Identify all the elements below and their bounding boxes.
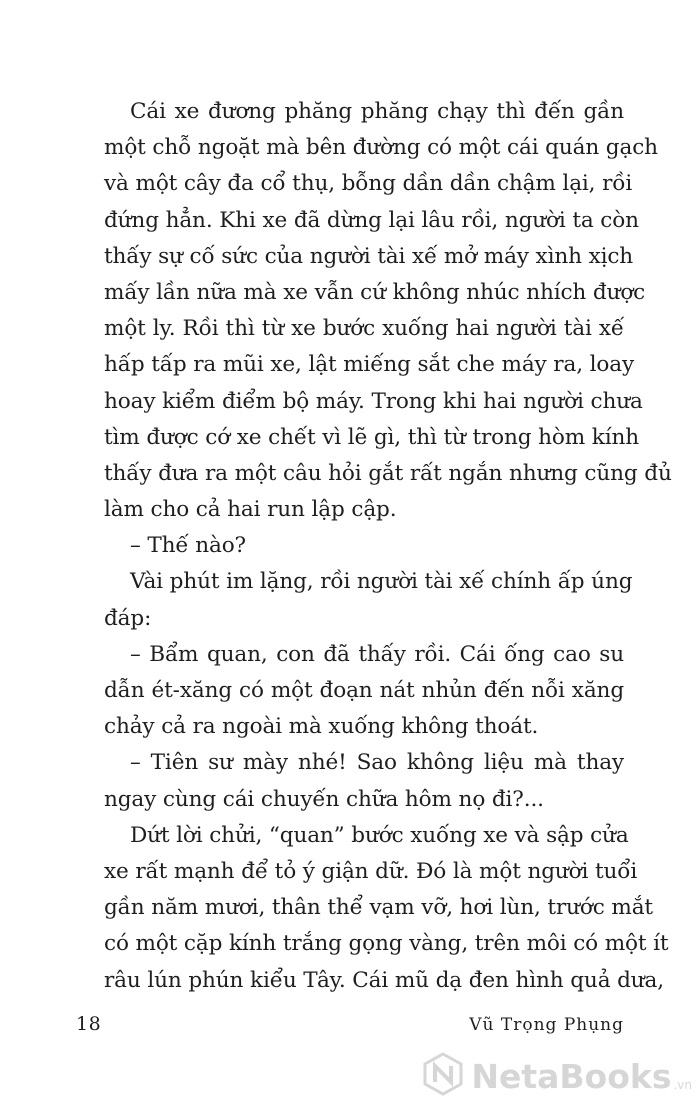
- text-line: làm cho cả hai run lập cập.: [104, 497, 397, 523]
- page-number: 18: [76, 1013, 102, 1035]
- running-author: Vũ Trọng Phụng: [469, 1015, 624, 1035]
- text-line: và một cây đa cổ thụ, bỗng dần dần chậm lại, rồi: [104, 171, 633, 197]
- text-line: đứng hẳn. Khi xe đã dừng lại lâu rồi, người ta còn: [104, 207, 639, 233]
- text-line: râu lún phún kiểu Tây. Cái mũ dạ đen hình quả dưa,: [104, 967, 664, 993]
- text-line: tìm được cớ xe chết vì lẽ gì, thì từ trong hòm kính: [104, 424, 639, 450]
- text-line: gần năm mươi, thân thể vạm vỡ, hơi lùn, trước mắt: [104, 895, 653, 921]
- text-line: mấy lần nữa mà xe vẫn cứ không nhúc nhích được: [104, 279, 646, 305]
- text-line: xe rất mạnh để tỏ ý giận dữ. Đó là một người tuổi: [104, 858, 638, 884]
- netabooks-logo-icon: [421, 1052, 465, 1100]
- watermark-suffix: .vn: [673, 1078, 692, 1092]
- text-line: Vài phút im lặng, rồi người tài xế chính ấp úng: [130, 569, 633, 595]
- text-line: đáp:: [104, 605, 152, 631]
- text-line: một ly. Rồi thì từ xe bước xuống hai người tài xế: [104, 316, 624, 342]
- text-line: – Thế nào?: [130, 533, 246, 559]
- text-line: hoay kiểm điểm bộ máy. Trong khi hai người chưa: [104, 388, 643, 414]
- body-text: [104, 94, 672, 999]
- text-line: thấy đưa ra một câu hỏi gắt rất ngắn nhưng cũng đủ: [104, 460, 672, 486]
- text-line: ngay cùng cái chuyến chữa hôm nọ đi?...: [104, 786, 544, 812]
- watermark: [421, 1052, 692, 1100]
- text-line: một chỗ ngoặt mà bên đường có một cái quán gạch: [104, 135, 658, 161]
- text-line: thấy sự cố sức của người tài xế mở máy xình xịch: [104, 243, 634, 269]
- watermark-brand: NetaBooks: [471, 1056, 672, 1096]
- text-line: – Tiên sư mày nhé! Sao không liệu mà thay: [130, 750, 624, 776]
- text-line: Cái xe đương phăng phăng chạy thì đến gần: [130, 99, 624, 124]
- text-line: dẫn ét-xăng có một đoạn nát nhủn đến nỗi xăng: [104, 678, 624, 703]
- text-line: – Bẩm quan, con đã thấy rồi. Cái ống cao su: [130, 641, 624, 667]
- text-line: chảy cả ra ngoài mà xuống không thoát.: [104, 714, 539, 740]
- text-line: có một cặp kính trắng gọng vàng, trên môi có một ít: [104, 931, 669, 957]
- text-line: Dứt lời chửi, “quan” bước xuống xe và sập cửa: [130, 822, 629, 848]
- text-line: hấp tấp ra mũi xe, lật miếng sắt che máy ra, loay: [104, 352, 635, 378]
